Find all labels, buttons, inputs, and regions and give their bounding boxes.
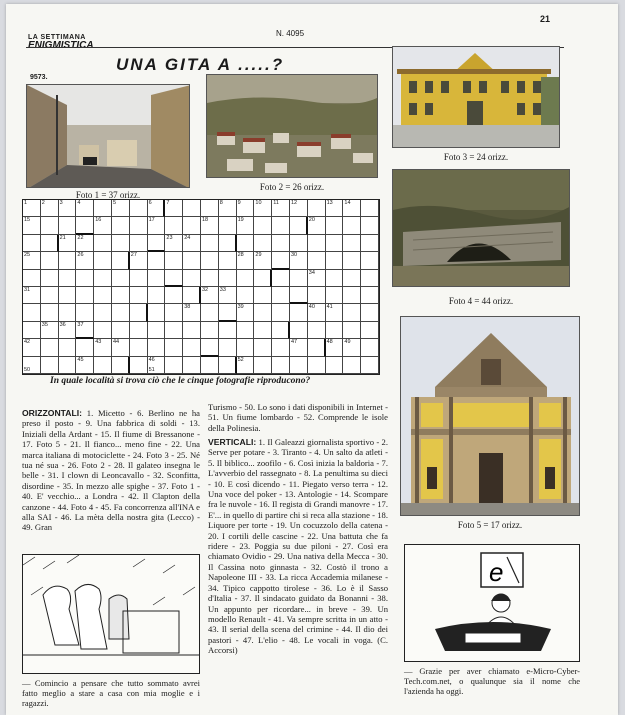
grid-cell (112, 200, 130, 217)
grid-clue-number: 41 (326, 304, 333, 311)
grid-cell (130, 270, 148, 287)
clues-verticali (208, 437, 388, 656)
grid-cell (219, 339, 237, 356)
grid-clue-number: 51 (148, 366, 155, 373)
grid-cell (130, 287, 148, 304)
grid-clue-number: 19 (237, 217, 244, 224)
grid-cell (94, 270, 112, 287)
grid-cell (254, 304, 272, 321)
grid-cell (237, 270, 255, 287)
grid-cell (237, 200, 255, 217)
grid-cell (183, 339, 201, 356)
grid-clue-number: 17 (148, 217, 155, 224)
puzzle-question: In quale località si trova ciò che le cinque fotografie riproducono? (50, 376, 311, 386)
grid-cell (76, 304, 94, 321)
grid-cell (361, 287, 379, 304)
grid-clue-number: 28 (237, 252, 244, 259)
grid-cell (290, 287, 308, 304)
grid-cell (130, 322, 148, 339)
grid-cell (59, 357, 77, 374)
grid-cell (41, 287, 59, 304)
grid-clue-number: 21 (59, 234, 66, 241)
grid-cell (343, 287, 361, 304)
photo-1-street (26, 84, 190, 188)
grid-clue-number: 33 (219, 286, 226, 293)
grid-clue-number: 26 (77, 252, 84, 259)
logo-line2: ENIGMISTICA (28, 40, 94, 51)
grid-clue-number: 27 (130, 252, 137, 259)
grid-clue-number: 16 (95, 217, 102, 224)
grid-cell (343, 322, 361, 339)
grid-cell (94, 357, 112, 374)
grid-cell (237, 217, 255, 234)
grid-clue-number: 31 (24, 286, 31, 293)
grid-cell (219, 200, 237, 217)
grid-cell (94, 287, 112, 304)
puzzle-title: UNA GITA A .....? (116, 55, 285, 74)
grid-cell (165, 322, 183, 339)
cartoon-right (404, 544, 580, 662)
grid-cell (290, 304, 308, 321)
grid-cell (148, 322, 166, 339)
grid-cell (23, 252, 41, 269)
grid-cell (361, 339, 379, 356)
grid-cell (165, 339, 183, 356)
grid-clue-number: 18 (201, 217, 209, 224)
grid-cell (326, 252, 344, 269)
grid-cell (183, 304, 201, 321)
grid-cell (76, 287, 94, 304)
grid-cell (308, 270, 326, 287)
puzzle-number: 9573. (30, 74, 48, 81)
page-number: 21 (540, 14, 551, 24)
grid-cell (272, 252, 290, 269)
grid-cell (94, 217, 112, 234)
issue-number: N. 4095 (276, 29, 305, 38)
grid-clue-number: 22 (77, 234, 84, 241)
clues-orizzontali (22, 408, 200, 533)
grid-cell (290, 270, 308, 287)
grid-cell (165, 287, 183, 304)
grid-cell (41, 339, 59, 356)
grid-cell (361, 304, 379, 321)
grid-cell (237, 252, 255, 269)
grid-cell (76, 252, 94, 269)
grid-cell (183, 200, 201, 217)
grid-cell (76, 270, 94, 287)
grid-clue-number: 10 (255, 200, 262, 206)
grid-cell (326, 200, 344, 217)
logo-line1: LA SETTIMANA (28, 34, 86, 41)
grid-cell (308, 235, 326, 252)
clues-orizzontali-continued (208, 402, 388, 433)
grid-cell (290, 235, 308, 252)
grid-cell (183, 270, 201, 287)
grid-cell (290, 339, 308, 356)
grid-cell (23, 217, 41, 234)
grid-cell (343, 357, 361, 374)
cartoon-right-caption: — Grazie per aver chiamato e-Micro-Cyber-Tech.com.net, o qualunque sia il nome che l'azienda ha oggi. (404, 666, 580, 696)
grid-cell (165, 200, 183, 217)
grid-cell (112, 270, 130, 287)
grid-clue-number: 1 (24, 200, 28, 206)
grid-cell (94, 252, 112, 269)
grid-cell (219, 217, 237, 234)
grid-clue-number: 49 (344, 339, 351, 346)
grid-cell (308, 287, 326, 304)
grid-cell (130, 339, 148, 356)
clues-vert-text: 1. Il Galeazzi giornalista sportivo - 2. Serve per potare - 3. Tiranto - 4. Un salto da atleti - 5. Il biblico... zoofilo - 6. Così inizia la baldoria - 7. L'avverbio del rassegnato - 8. La penultima su dieci - 10. E così dicendo - 11. Piegato verso terra - 12. Una voce del poker - 13. Antologie - 14. Scompare fra le nuvole - 16. Il regista di Grandi manovre - 17. E'... in quello di partire chi si reca alla stazione - 18. Liquore per torte - 19. Un cocuzzolo della catena - 20. I cortili delle cascine - 22. Una battuta che fa ridere - 23. Poggia su due piloni - 27. Così era chiamato Ovidio - 29. Una nativa della Mecca - 30. Il Cassina noto ginnasta - 32. Costò il trono a Napoleone III - 33. La ricca Accademia milanese - 34. Tipico cappotto tirolese - 36. Lo è il Sasso d'Italia - 37. Il sindacato guidato da Bonanni - 38. Un appunto per ricordare... in breve - 39. Un modello Renault - 41. Va sempre scritta in un atto - 43. Il serial della scena del crimine - 44. Il dio dei pastori - 47. L'elio - 48. Le vocali in voga. (208, 437, 388, 645)
photo-4-caption: Foto 4 = 44 orizz. (448, 296, 514, 306)
grid-clue-number: 2 (41, 200, 45, 206)
grid-cell (130, 252, 148, 269)
grid-cell (201, 357, 219, 374)
grid-cell (76, 339, 94, 356)
grid-cell (165, 304, 183, 321)
grid-cell (254, 322, 272, 339)
grid-cell (219, 252, 237, 269)
grid-cell (326, 287, 344, 304)
clues-vert-head: VERTICALI: (208, 437, 257, 447)
grid-cell (59, 287, 77, 304)
grid-cell (148, 339, 166, 356)
grid-cell (326, 217, 344, 234)
grid-cell (59, 235, 77, 252)
grid-clue-number: 4 (77, 200, 81, 206)
grid-cell (308, 339, 326, 356)
grid-cell (76, 235, 94, 252)
grid-clue-number: 23 (166, 234, 173, 241)
grid-cell (201, 200, 219, 217)
grid-clue-number: 24 (184, 234, 191, 241)
grid-cell (183, 217, 201, 234)
grid-clue-number: 20 (308, 217, 315, 224)
grid-cell (219, 270, 237, 287)
crossword-grid (22, 199, 380, 375)
grid-cell (165, 252, 183, 269)
grid-cell (94, 339, 112, 356)
grid-cell (76, 200, 94, 217)
grid-cell (237, 287, 255, 304)
grid-clue-number: 39 (237, 304, 244, 311)
grid-cell (219, 287, 237, 304)
grid-clue-number: 37 (77, 321, 84, 328)
grid-cell (94, 322, 112, 339)
grid-cell (94, 304, 112, 321)
grid-cell (41, 235, 59, 252)
grid-cell (112, 287, 130, 304)
photo-2-panorama (206, 74, 378, 178)
magazine-page (6, 4, 618, 715)
grid-cell (272, 200, 290, 217)
grid-clue-number: 6 (148, 200, 152, 206)
photo-3-building (392, 46, 560, 148)
grid-cell (254, 270, 272, 287)
grid-clue-number: 25 (24, 252, 31, 259)
grid-cell (59, 304, 77, 321)
grid-clue-number: 46 (148, 356, 155, 363)
grid-cell (326, 235, 344, 252)
grid-cell (112, 252, 130, 269)
grid-cell (183, 235, 201, 252)
grid-cell (76, 357, 94, 374)
grid-cell (272, 339, 290, 356)
grid-cell (148, 357, 166, 374)
grid-cell (183, 322, 201, 339)
grid-cell (201, 339, 219, 356)
grid-cell (272, 270, 290, 287)
grid-clue-number: 29 (255, 252, 262, 259)
grid-clue-number: 42 (24, 339, 31, 346)
grid-cell (237, 235, 255, 252)
grid-clue-number: 32 (201, 286, 209, 293)
grid-cell (183, 357, 201, 374)
grid-cell (76, 322, 94, 339)
grid-cell (343, 200, 361, 217)
grid-cell (112, 339, 130, 356)
grid-cell (201, 287, 219, 304)
grid-cell (59, 270, 77, 287)
grid-cell (23, 357, 41, 374)
grid-cell (112, 217, 130, 234)
grid-cell (361, 252, 379, 269)
grid-cell (326, 339, 344, 356)
grid-cell (308, 357, 326, 374)
grid-cell (308, 200, 326, 217)
cartoon-left (22, 554, 200, 674)
grid-cell (326, 322, 344, 339)
grid-cell (201, 322, 219, 339)
grid-clue-number: 7 (166, 200, 170, 206)
grid-clue-number: 11 (273, 200, 279, 206)
grid-cell (41, 322, 59, 339)
grid-cell (148, 304, 166, 321)
grid-cell (201, 304, 219, 321)
grid-cell (254, 339, 272, 356)
grid-cell (254, 217, 272, 234)
grid-cell (59, 322, 77, 339)
grid-cell (112, 357, 130, 374)
grid-cell (272, 304, 290, 321)
grid-cell (361, 270, 379, 287)
grid-cell (130, 235, 148, 252)
grid-clue-number: 36 (59, 321, 66, 328)
grid-cell (290, 322, 308, 339)
grid-cell (361, 357, 379, 374)
grid-cell (343, 235, 361, 252)
grid-cell (361, 322, 379, 339)
grid-cell (201, 252, 219, 269)
grid-cell (148, 200, 166, 217)
grid-cell (41, 217, 59, 234)
grid-cell (59, 252, 77, 269)
grid-cell (59, 339, 77, 356)
grid-cell (165, 357, 183, 374)
grid-cell (290, 252, 308, 269)
grid-cell (41, 357, 59, 374)
grid-cell (343, 339, 361, 356)
grid-clue-number: 38 (184, 304, 191, 311)
grid-cell (254, 357, 272, 374)
grid-cell (148, 235, 166, 252)
grid-cell (308, 322, 326, 339)
grid-clue-number: 34 (308, 269, 315, 276)
grid-cell (343, 217, 361, 234)
grid-cell (148, 287, 166, 304)
grid-cell (130, 200, 148, 217)
photo-2-caption: Foto 2 = 26 orizz. (259, 182, 325, 192)
grid-cell (130, 304, 148, 321)
grid-cell (94, 200, 112, 217)
grid-cell (201, 235, 219, 252)
grid-cell (148, 217, 166, 234)
grid-clue-number: 8 (219, 200, 223, 206)
grid-cell (165, 270, 183, 287)
grid-cell (76, 217, 94, 234)
grid-cell (41, 252, 59, 269)
grid-cell (219, 304, 237, 321)
grid-clue-number: 40 (308, 304, 315, 311)
grid-clue-number: 15 (24, 217, 31, 224)
grid-cell (112, 304, 130, 321)
grid-cell (23, 235, 41, 252)
grid-cell (290, 357, 308, 374)
grid-cell (148, 252, 166, 269)
grid-cell (41, 270, 59, 287)
grid-cell (237, 304, 255, 321)
grid-cell (254, 252, 272, 269)
grid-cell (290, 217, 308, 234)
grid-cell (237, 322, 255, 339)
grid-cell (23, 304, 41, 321)
grid-cell (326, 270, 344, 287)
grid-clue-number: 13 (326, 200, 333, 206)
grid-cell (326, 357, 344, 374)
grid-cell (219, 322, 237, 339)
grid-cell (308, 252, 326, 269)
grid-cell (112, 235, 130, 252)
grid-cell (41, 200, 59, 217)
clues-orizz-cont-text: Turismo - 50. Lo sono i dati disponibili in Internet - 51. Un fiume lombardo - 52. Comprende le isole della Polinesia. (208, 402, 388, 433)
grid-cell (59, 217, 77, 234)
photo-1-caption: Foto 1 = 37 orizz. (75, 190, 141, 200)
grid-cell (165, 217, 183, 234)
grid-cell (23, 322, 41, 339)
grid-cell (23, 339, 41, 356)
grid-clue-number: 12 (290, 200, 298, 206)
grid-cell (112, 322, 130, 339)
grid-cell (326, 304, 344, 321)
grid-cell (343, 252, 361, 269)
photo-5-caption: Foto 5 = 17 orizz. (457, 520, 523, 530)
cartoon-left-caption: — Comincio a pensare che tutto sommato avrei fatto meglio a stare a casa con mia moglie e i ragazzi. (22, 678, 200, 708)
grid-cell (237, 339, 255, 356)
grid-clue-number: 45 (77, 356, 84, 363)
grid-cell (130, 217, 148, 234)
grid-clue-number: 52 (237, 356, 244, 363)
grid-cell (130, 357, 148, 374)
grid-cell (219, 235, 237, 252)
grid-cell (254, 200, 272, 217)
grid-cell (361, 200, 379, 217)
grid-clue-number: 9 (237, 200, 241, 206)
photo-4-bridge (392, 169, 570, 287)
grid-clue-number: 44 (112, 339, 120, 346)
grid-cell (343, 270, 361, 287)
grid-clue-number: 30 (290, 252, 298, 259)
grid-clue-number: 35 (41, 321, 48, 328)
grid-cell (201, 217, 219, 234)
grid-clue-number: 43 (95, 339, 102, 346)
grid-cell (23, 200, 41, 217)
svg-text:e: e (489, 557, 504, 587)
grid-cell (237, 357, 255, 374)
grid-clue-number: 47 (290, 339, 298, 346)
grid-cell (59, 200, 77, 217)
grid-cell (94, 235, 112, 252)
photo-3-caption: Foto 3 = 24 orizz. (443, 152, 509, 162)
grid-cell (272, 357, 290, 374)
grid-cell (272, 235, 290, 252)
grid-clue-number: 5 (112, 200, 117, 206)
grid-cell (219, 357, 237, 374)
clues-orizz-text: 1. Micetto - 6. Berlino ne ha preso il posto - 9. Una fabbrica di soldi - 13. Iniziali della Ardant - 15. Il fiume di Bressanone - 17. Foto 5 - 21. Il fianco... meno fine - 22. Una marca italiana di motociclette - 24. Foto 3 - 25. Né tua né sua - 26. Foto 2 - 28. Il galateo insegna le belle - 31. I clown di Leoncavallo - 32. Sconfitta, disordine - 35. In mezzo alle spighe - 37. Foto 1 - 40. E' vecchio... a Londra - 42. Il Clapton della canzone - 44. Foto 4 - 45. Fa concorrenza all'INA e alla SAI - 46. La mèta della nostra gita (Lecco) - 49. Gran (22, 408, 200, 533)
grid-cell (41, 304, 59, 321)
grid-cell (272, 217, 290, 234)
clues-vert-signature: (C. Accorsi) (208, 634, 388, 656)
grid-cell (272, 322, 290, 339)
grid-cell (183, 287, 201, 304)
grid-cell (272, 287, 290, 304)
grid-clue-number: 50 (24, 366, 31, 373)
grid-cell (254, 235, 272, 252)
clues-orizz-head: ORIZZONTALI: (22, 408, 82, 418)
grid-cell (254, 287, 272, 304)
grid-cell (23, 287, 41, 304)
grid-cell (148, 270, 166, 287)
grid-cell (361, 235, 379, 252)
grid-cell (23, 270, 41, 287)
grid-clue-number: 14 (344, 200, 351, 206)
grid-cell (165, 235, 183, 252)
grid-cell (308, 304, 326, 321)
grid-cell (361, 217, 379, 234)
grid-cell (183, 252, 201, 269)
grid-cell (290, 200, 308, 217)
grid-cell (201, 270, 219, 287)
grid-cell (308, 217, 326, 234)
grid-clue-number: 3 (59, 200, 63, 206)
photo-5-church (400, 316, 580, 516)
grid-clue-number: 48 (326, 339, 333, 346)
grid-cell (343, 304, 361, 321)
